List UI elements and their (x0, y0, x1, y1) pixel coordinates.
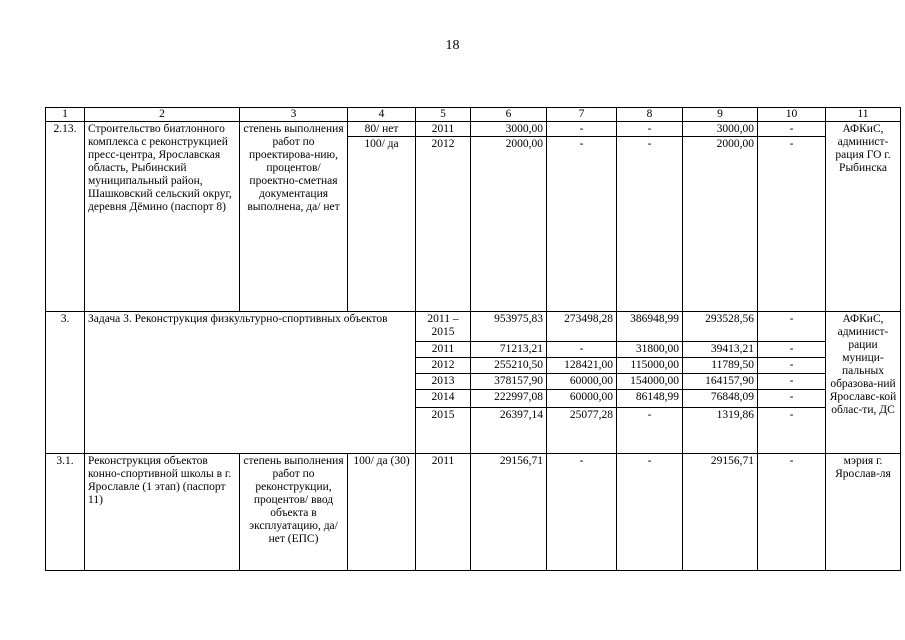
amount-value: 31800,00 (617, 342, 683, 358)
year-value: 2011 (416, 454, 471, 571)
target-value: 100/ да (30) (348, 454, 416, 571)
amount-value: 29156,71 (471, 454, 547, 571)
year-value: 2015 (416, 408, 471, 454)
indicator-text: степень выполнения работ по проектирова-нию, процентов/ проектно-сметная документация выполнена, да/ нет (240, 122, 348, 312)
amount-value: - (758, 122, 825, 137)
amount-value: 953975,83 (471, 312, 547, 342)
col-header: 1 (46, 108, 85, 122)
col-header: 3 (240, 108, 348, 122)
amount-value: - (789, 138, 794, 150)
col-header: 5 (416, 108, 471, 122)
amount-value: - (617, 454, 683, 571)
row-number: 3. (46, 312, 85, 454)
amount-value: 86148,99 (617, 390, 683, 408)
amount-value: 71213,21 (471, 342, 547, 358)
year-value: 2011 – 2015 (416, 312, 471, 342)
col-header: 11 (826, 108, 901, 122)
column-number-row (46, 108, 901, 122)
indicator-text: степень выполнения работ по реконструкции, процентов/ ввод объекта в эксплуатацию, да/ нет (ЕПС) (240, 454, 348, 571)
amount-value: 76848,09 (683, 390, 758, 408)
amount-value: 128421,00 (547, 358, 617, 374)
amount-cell (758, 122, 826, 312)
executor: мэрия г. Ярослав-ля (826, 454, 901, 571)
page-number: 18 (445, 38, 460, 53)
amount-value: - (758, 358, 826, 374)
amount-value: 1319,86 (683, 408, 758, 454)
col-header: 6 (471, 108, 547, 122)
year-cell (416, 122, 471, 312)
amount-value: 386948,99 (617, 312, 683, 342)
amount-value: - (758, 374, 826, 390)
row-number: 2.13. (46, 122, 85, 312)
amount-value: 255210,50 (471, 358, 547, 374)
year-value: 2014 (416, 390, 471, 408)
amount-value: 3000,00 (683, 122, 757, 137)
task-name: Задача 3. Реконструкция физкультурно-спортивных объектов (85, 312, 416, 454)
amount-value: 3000,00 (471, 122, 546, 137)
amount-value: 164157,90 (683, 374, 758, 390)
year-value: 2011 (416, 342, 471, 358)
year-value: 2012 (431, 138, 455, 150)
target-cell (348, 122, 416, 312)
amount-value: - (758, 390, 826, 408)
table-row-3 (46, 312, 901, 342)
amount-cell (617, 122, 683, 312)
target-value: 100/ да (364, 138, 399, 150)
amount-value: 60000,00 (547, 390, 617, 408)
amount-value: 11789,50 (683, 358, 758, 374)
col-header: 9 (683, 108, 758, 122)
amount-cell (547, 122, 617, 312)
amount-value: - (547, 342, 617, 358)
amount-cell (471, 122, 547, 312)
amount-value: - (758, 312, 826, 342)
table-row-2-13 (46, 122, 901, 312)
year-value: 2013 (416, 374, 471, 390)
executor: АФКиС, админист-рация ГО г. Рыбинска (826, 122, 901, 312)
amount-value: - (547, 122, 616, 137)
amount-value: 26397,14 (471, 408, 547, 454)
amount-value: 2000,00 (716, 138, 754, 150)
measure-name: Строительство биатлонного комплекса с реконструкцией пресс-центра, Ярославская область, Рыбинский муниципальный район, Шашковский сельский округ, деревня Дёмино (паспорт 8) (85, 122, 240, 312)
col-header: 4 (348, 108, 416, 122)
year-value: 2012 (416, 358, 471, 374)
amount-value: - (758, 408, 826, 454)
col-header: 2 (85, 108, 240, 122)
measure-name: Реконструкция объектов конно-спортивной школы в г. Ярославле (1 этап) (паспорт 11) (85, 454, 240, 571)
executor: АФКиС, админист-рации муници-пальных образова-ний Ярославс-кой облас-ти, ДС (826, 312, 901, 454)
amount-value: - (617, 122, 682, 137)
amount-value: - (617, 408, 683, 454)
col-header: 7 (547, 108, 617, 122)
amount-value: 273498,28 (547, 312, 617, 342)
amount-value: 2000,00 (505, 138, 543, 150)
amount-value: - (758, 454, 826, 571)
program-table (45, 107, 901, 571)
year-value: 2011 (416, 122, 470, 137)
amount-value: 222997,08 (471, 390, 547, 408)
amount-cell (683, 122, 758, 312)
amount-value: 115000,00 (617, 358, 683, 374)
amount-value: - (758, 342, 826, 358)
amount-value: 378157,90 (471, 374, 547, 390)
amount-value: 39413,21 (683, 342, 758, 358)
col-header: 10 (758, 108, 826, 122)
row-number: 3.1. (46, 454, 85, 571)
table-row-3-1 (46, 454, 901, 571)
amount-value: 154000,00 (617, 374, 683, 390)
amount-value: - (579, 138, 584, 150)
amount-value: 29156,71 (683, 454, 758, 571)
amount-value: 293528,56 (683, 312, 758, 342)
amount-value: 60000,00 (547, 374, 617, 390)
amount-value: - (547, 454, 617, 571)
amount-value: - (647, 138, 652, 150)
target-value: 80/ нет (348, 122, 415, 137)
amount-value: 25077,28 (547, 408, 617, 454)
col-header: 8 (617, 108, 683, 122)
